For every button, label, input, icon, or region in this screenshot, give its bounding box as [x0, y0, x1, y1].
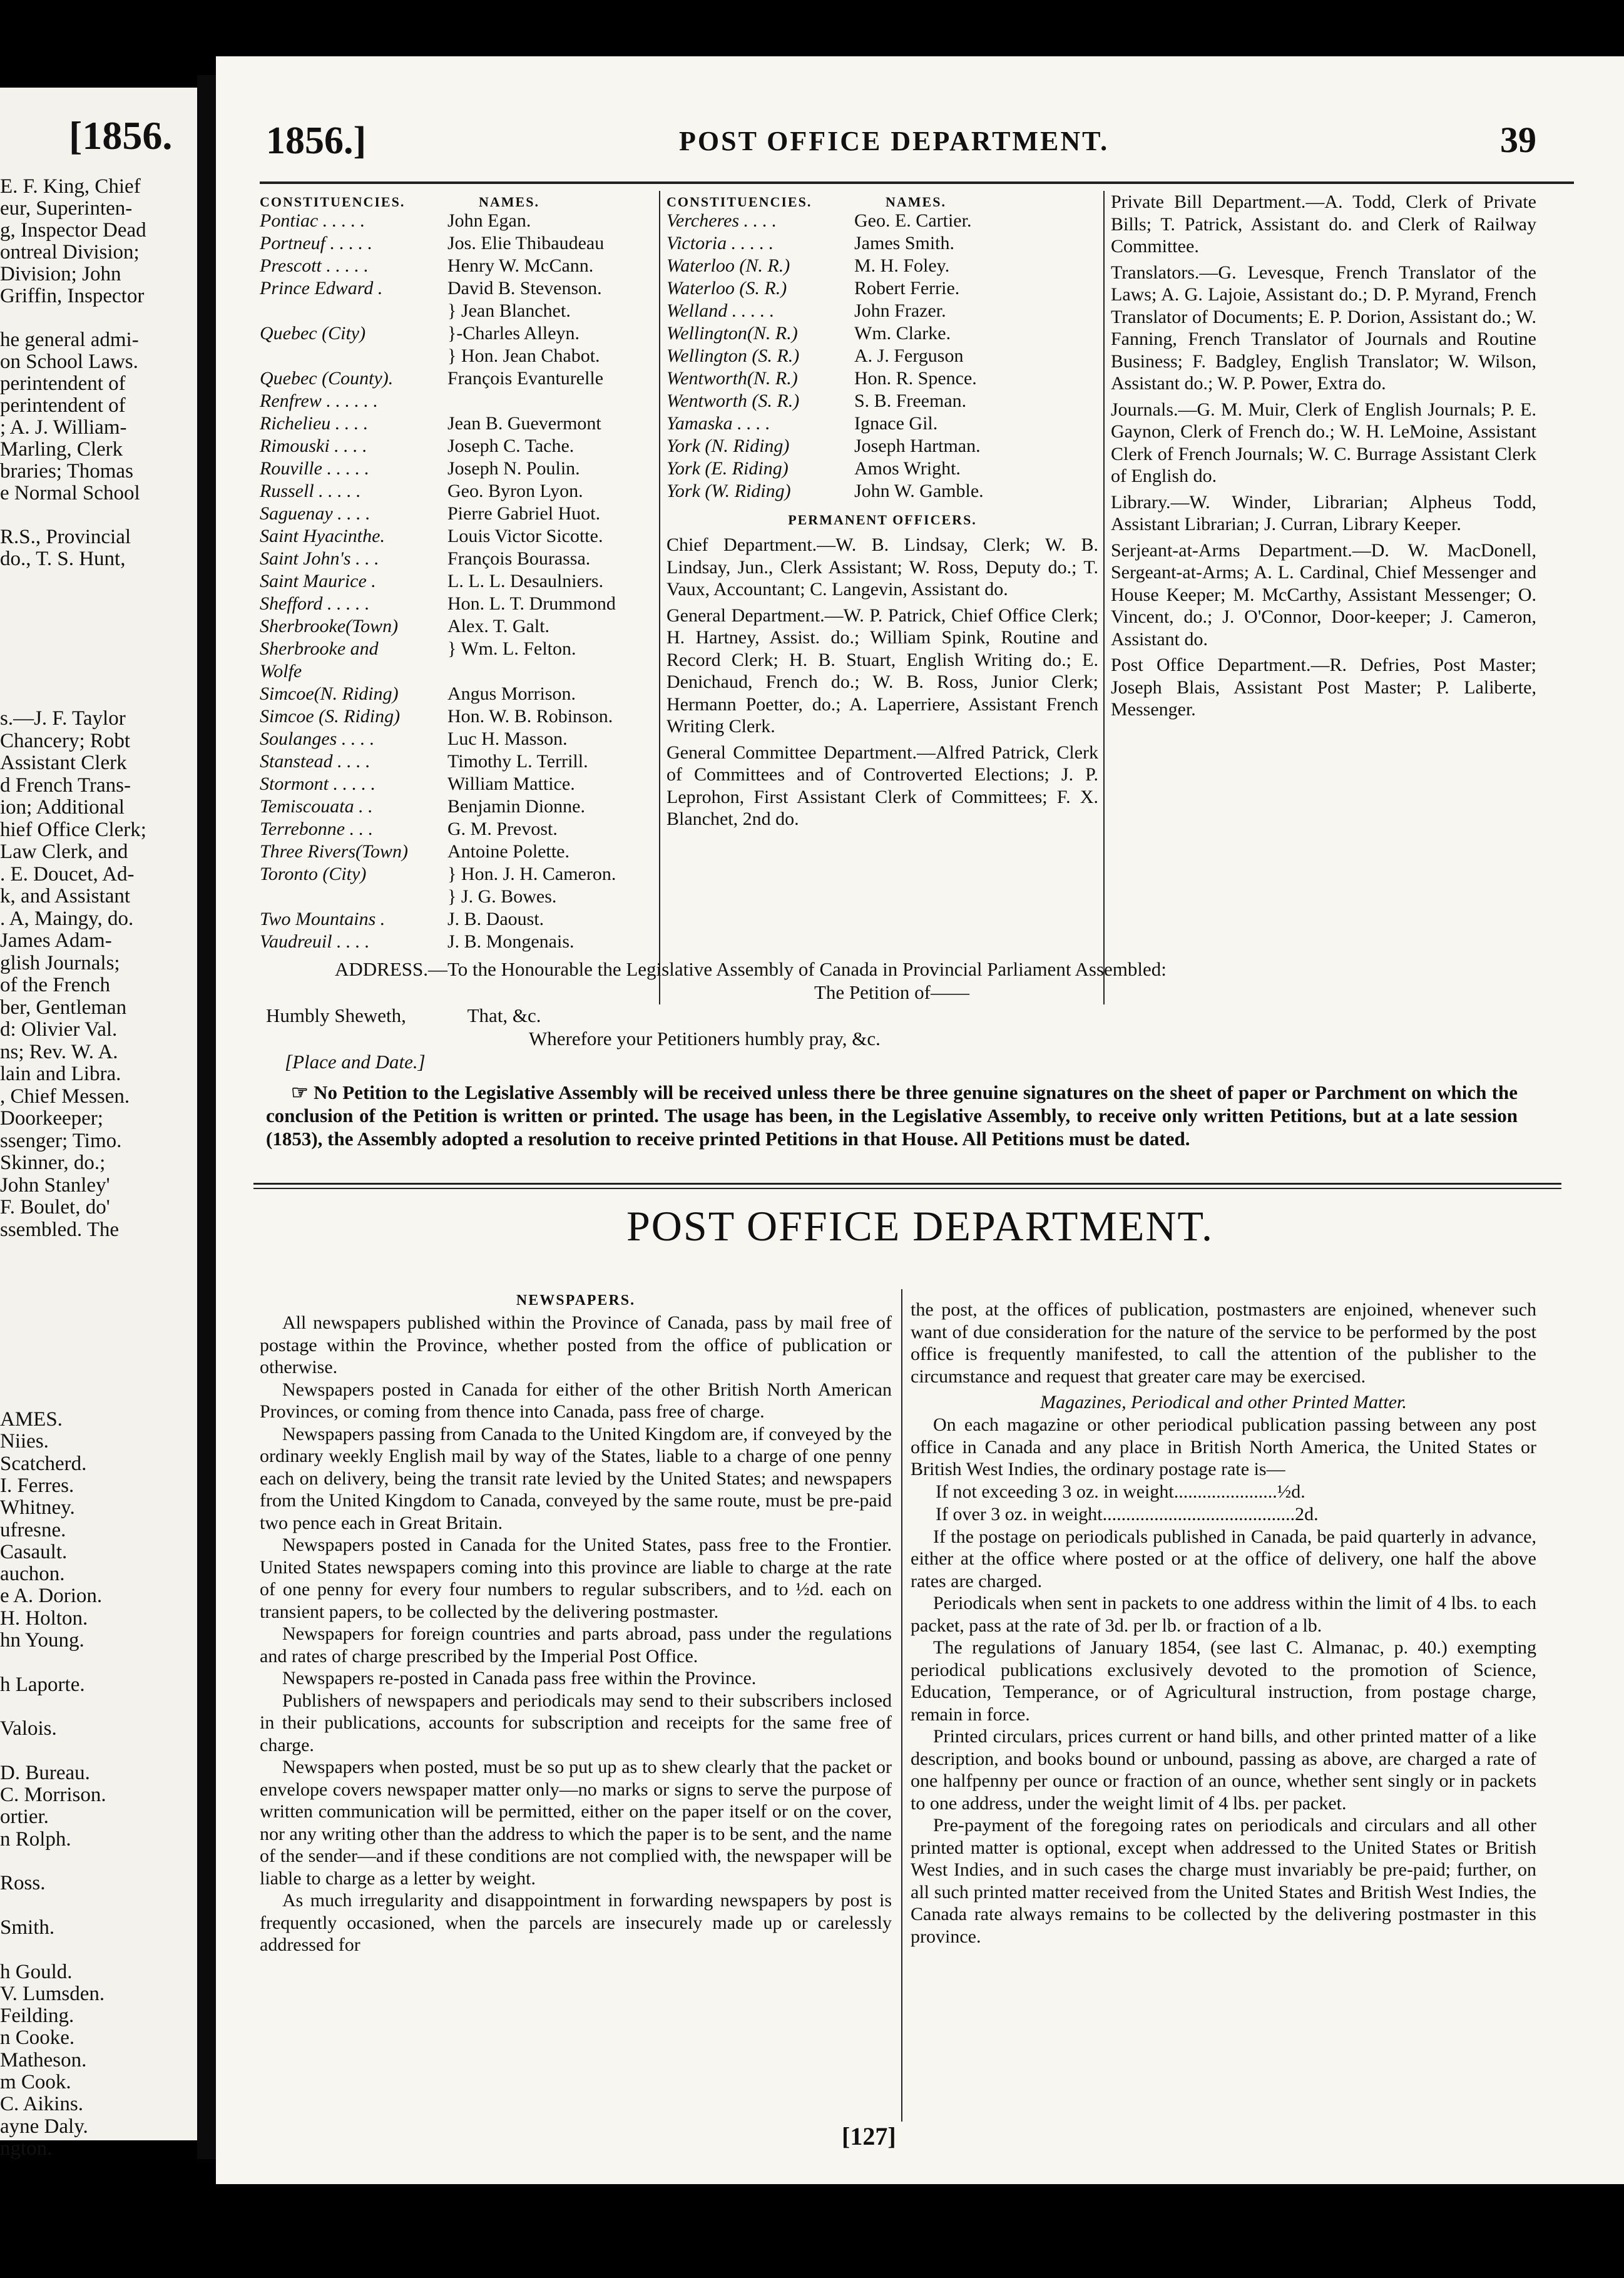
left-fragment-line: hief Office Clerk; [0, 818, 146, 841]
left-fragment-line: E. F. King, Chief [0, 175, 141, 198]
constituency-row [260, 277, 685, 300]
constituencies-column-2 [666, 191, 1098, 830]
address-line-2: The Petition of—— [814, 981, 969, 1003]
journals: Journals.—G. M. Muir, Clerk of English Journals; P. E. Gaynon, Clerk of French do.; W. H. LeMoine, Assistant Clerk of French Journals; W. C. Burrage Assistant Clerk of English do. [1111, 399, 1536, 486]
member-name: } Hon. J. H. Cameron. [447, 864, 616, 884]
constituency-name: York (W. Riding) [666, 481, 791, 501]
left-fragment-line: ; A. J. William- [0, 416, 127, 439]
left-fragment-line: Assistant Clerk [0, 752, 127, 774]
constituency-row [666, 367, 1098, 390]
left-fragment-line: Doorkeeper; [0, 1107, 103, 1130]
constituency-name: Russell . . . . . [260, 481, 361, 501]
left-fragment-line: Scatcherd. [0, 1452, 87, 1475]
left-fragment-line: Whitney. [0, 1496, 75, 1520]
constituency-row [260, 255, 685, 277]
member-name: William Mattice. [447, 774, 575, 794]
address-that-etc: That, &c. [467, 1004, 541, 1026]
col2-header-names: NAMES. [886, 194, 946, 210]
section-rule-top [253, 1183, 1561, 1185]
left-fragment-line: n Cooke. [0, 2026, 75, 2050]
member-name: Pierre Gabriel Huot. [447, 503, 601, 524]
left-fragment-line: e A. Dorion. [0, 1585, 103, 1608]
left-fragment-line: h Gould. [0, 1960, 73, 1983]
general-committee-department: General Committee Department.—Alfred Patrick, Clerk of Committees and of Controverted Elections; J. P. Leprohon, First Assistant Clerk of Committees; F. X. Blanchet, 2nd do. [666, 742, 1098, 829]
left-fragment-line: Ross. [0, 1872, 46, 1895]
constituency-row [666, 277, 1098, 300]
member-name: J. B. Mongenais. [447, 931, 575, 952]
member-name: Ignace Gil. [854, 413, 938, 434]
main-page [216, 56, 1624, 2184]
newspaper-paragraph: Newspapers passing from Canada to the United Kingdom are, if conveyed by the ordinary weekly English mail by way of the States, liable to a charge of one penny each on delivery, being the transit rate levied by the United States; and newspapers from the United Kingdom to Canada, conveyed by the same route, must be pre-paid two pence each in Great Britain. [260, 1423, 892, 1533]
constituency-row [666, 435, 1098, 457]
constituency-row [260, 728, 685, 750]
constituency-row [260, 593, 685, 615]
constituency-name: Vaudreuil . . . . [260, 931, 370, 952]
constituency-name: Saint Hyacinthe. [260, 526, 385, 546]
page-number: 39 [1500, 120, 1536, 160]
constituency-row [260, 863, 685, 886]
left-fragment-line: Feilding. [0, 2005, 74, 2028]
right-para-6: Pre-payment of the foregoing rates on periodicals and circulars and all other printed matter is optional, except when addressed to the United States or British West Indies, and in such cases the charge must invariably be pre-paid; further, on all such printed matter received from the United States and British West Indies, the Canada rate always remains to be collected by the delivering postmaster in this province. [911, 1815, 1536, 1947]
constituency-name: Simcoe(N. Riding) [260, 683, 399, 704]
newspapers-heading: NEWSPAPERS. [516, 1292, 636, 1309]
newspaper-paragraph: Newspapers posted in Canada for the United States, pass free to the Frontier. United States newspapers coming into this province are liable to charge at the rate of one penny for every four numbers to regular subscribers, and to ½d. each on transient papers, to be collected by the delivering postmaster. [260, 1535, 892, 1622]
constituency-name [260, 886, 447, 908]
member-name: François Bourassa. [447, 548, 591, 569]
constituency-name: Pontiac . . . . . [260, 210, 365, 231]
periodicals-column [911, 1299, 1536, 1948]
member-name: } J. G. Bowes. [447, 886, 557, 907]
left-fragment-line: ngton. [0, 2137, 53, 2160]
member-name [447, 390, 685, 412]
member-name: Amos Wright. [854, 458, 961, 479]
left-fragment-line: Griffin, Inspector [0, 285, 145, 307]
serjeant-at-arms-department: Serjeant-at-Arms Department.—D. W. MacDonell, Sergeant-at-Arms; A. L. Cardinal, Chief Messenger and House Keeper; M. McCarthy, Assistant Messenger; O. Vincent, do.; J. O'Connor, Door-keeper; J. Cameron, Assistant do. [1111, 539, 1536, 650]
constituency-name: Waterloo (N. R.) [666, 255, 790, 276]
right-para-3: Periodicals when sent in packets to one address within the limit of 4 lbs. to each packet, pass at the rate of 3d. per lb. or fraction of a lb. [911, 1593, 1536, 1636]
constituency-name: Temiscouata . . [260, 796, 373, 817]
constituency-name: Prince Edward . [260, 278, 383, 299]
member-name [447, 660, 685, 683]
left-fragment-line: H. Holton. [0, 1606, 88, 1630]
left-page-year: [1856. [69, 113, 173, 158]
newspaper-paragraph: As much irregularity and disappointment in forwarding newspapers by post is frequently occasioned, when the parcels are insecurely made up or carelessly addressed for [260, 1890, 892, 1955]
running-head-year: 1856.] [266, 120, 367, 162]
left-fragment-line: ontreal Division; [0, 241, 140, 263]
newspaper-paragraph: Newspapers for foreign countries and parts abroad, pass under the regulations and rates of charge prescribed by the Imperial Post Office. [260, 1623, 892, 1667]
left-fragment-line: Division; John [0, 263, 121, 285]
constituency-name: Wellington (S. R.) [666, 345, 800, 366]
left-fragment-line: . E. Doucet, Ad- [0, 862, 135, 886]
member-name: John Egan. [447, 210, 531, 231]
constituency-row [260, 367, 685, 390]
constituency-row [260, 638, 685, 660]
column-divider-2 [1103, 191, 1105, 1004]
constituency-name: Saguenay . . . . [260, 503, 370, 524]
member-name: Henry W. McCann. [447, 255, 594, 276]
running-head-title: POST OFFICE DEPARTMENT. [679, 126, 1110, 156]
constituency-row [666, 322, 1098, 345]
constituency-row [260, 525, 685, 548]
left-fragment-line: auchon. [0, 1563, 65, 1586]
header-rule [260, 181, 1574, 184]
left-fragment-line: perintendent of [0, 372, 126, 395]
post-office-department-staff: Post Office Department.—R. Defries, Post Master; Joseph Blais, Assistant Post Master; P. Laliberte, Messenger. [1111, 655, 1536, 720]
left-fragment-line: ion; Additional [0, 796, 125, 819]
address-place-date: [Place and Date.] [285, 1051, 426, 1073]
left-fragment-line: d French Trans- [0, 774, 131, 797]
col2-header-constituencies: CONSTITUENCIES. [666, 194, 812, 210]
member-name: Wm. Clarke. [854, 323, 951, 344]
constituency-row [260, 548, 685, 570]
constituency-name: Yamaska . . . . [666, 413, 770, 434]
member-name: }-Charles Alleyn. [447, 323, 580, 344]
left-fragment-line: . A, Maingy, do. [0, 907, 134, 930]
member-name: J. B. Daoust. [447, 909, 544, 929]
constituency-row [666, 300, 1098, 322]
constituency-name: Simcoe (S. Riding) [260, 706, 401, 727]
constituency-row [666, 255, 1098, 277]
member-name: Timothy L. Terrill. [447, 751, 588, 772]
constituency-row [260, 570, 685, 593]
left-fragment-line: Law Clerk, and [0, 840, 128, 863]
constituency-row [260, 615, 685, 638]
left-fragment-line: Casault. [0, 1540, 68, 1563]
member-name: Jos. Elie Thibaudeau [447, 233, 605, 253]
member-name: Louis Victor Sicotte. [447, 526, 603, 546]
left-fragment-line: perintendent of [0, 394, 126, 417]
col1-header-constituencies: CONSTITUENCIES. [260, 194, 406, 210]
constituency-name: Rouville . . . . . [260, 458, 369, 479]
constituency-name: Renfrew . . . . . . [260, 391, 378, 411]
constituency-name [260, 345, 447, 367]
right-para-1: On each magazine or other periodical publication passing between any post office in Canada and any place in British North America, the United States or British West Indies, the ordinary postage rate is— [911, 1414, 1536, 1479]
left-fragment-line: Matheson. [0, 2048, 87, 2071]
left-fragment-line: ortier. [0, 1806, 49, 1829]
constituency-name: Richelieu . . . . [260, 413, 369, 434]
left-fragment-line: braries; Thomas [0, 460, 133, 483]
section-rule-top-2 [253, 1188, 1561, 1189]
left-fragment-line: ssembled. The [0, 1218, 120, 1241]
member-name: } Wm. L. Felton. [447, 638, 576, 659]
member-name: S. B. Freeman. [854, 391, 967, 411]
newspaper-paragraph: Newspapers posted in Canada for either of the other British North American Provinces, or coming from thence into Canada, pass free of charge. [260, 1379, 892, 1422]
left-fragment-line: ufresne. [0, 1518, 66, 1541]
constituency-name: Stormont . . . . . [260, 774, 376, 794]
constituency-row [666, 232, 1098, 255]
member-name: Jean B. Guevermont [447, 413, 601, 434]
rate-line-1: If not exceeding 3 oz. in weight......................½d. [936, 1481, 1305, 1502]
newspapers-paragraphs [260, 1312, 892, 1956]
constituency-row [666, 412, 1098, 435]
member-name: Robert Ferrie. [854, 278, 960, 299]
constituency-row [260, 773, 685, 795]
constituency-row [260, 345, 685, 367]
member-name: Geo. Byron Lyon. [447, 481, 583, 501]
constituency-name: Sherbrooke(Town) [260, 616, 399, 636]
permanent-officers-heading: PERMANENT OFFICERS. [788, 512, 977, 528]
member-name: Hon. W. B. Robinson. [447, 706, 613, 727]
left-fragment-line: ssenger; Timo. [0, 1129, 122, 1152]
member-name: } Hon. Jean Chabot. [447, 345, 600, 366]
constituency-row [260, 457, 685, 480]
right-para-4: The regulations of January 1854, (see last C. Almanac, p. 40.) exempting periodical publications exclusively devoted to the promotion of Science, Education, Temperance, or of Agricultural instruction, from postage charge, remain in force. [911, 1637, 1536, 1725]
constituency-name: Stanstead . . . . [260, 751, 370, 772]
member-name: A. J. Ferguson [854, 345, 964, 366]
right-para-0: the post, at the offices of publication, postmasters are enjoined, whenever such want of due consideration for the nature of the service to be performed by the post office is frequently manifested, to call the attention of the publisher to the circumstance and request that greater care may be exercised. [911, 1299, 1536, 1387]
constituency-name: Wentworth(N. R.) [666, 368, 798, 389]
constituency-row [260, 435, 685, 457]
constituency-name: Vercheres . . . . [666, 210, 777, 231]
col1-rows [260, 210, 685, 953]
member-name: Antoine Polette. [447, 841, 569, 862]
constituency-row [666, 480, 1098, 503]
member-name: David B. Stevenson. [447, 278, 602, 299]
constituency-row [260, 322, 685, 345]
constituency-row [260, 390, 685, 412]
member-name: John Frazer. [854, 300, 946, 321]
left-fragment-line: Niies. [0, 1430, 49, 1453]
translators: Translators.—G. Levesque, French Translator of the Laws; A. G. Lajoie, Assistant do.; D. P. Myrand, French Translator of Documents; E. P. Dorion, Assistant do.; W. Fanning, French Translator of Journals and Routine Business; F. Badgley, English Translator; W. Wilson, Assistant do.; W. P. Power, Extra do. [1111, 262, 1536, 394]
constituency-row [260, 300, 685, 322]
member-name: G. M. Prevost. [447, 819, 558, 839]
col1-header-names: NAMES. [479, 194, 539, 210]
magazines-subheading: Magazines, Periodical and other Printed Matter. [1040, 1392, 1407, 1412]
left-fragment-line: m Cook. [0, 2071, 71, 2093]
constituency-row [260, 908, 685, 931]
constituency-row [666, 457, 1098, 480]
constituency-row [666, 210, 1098, 232]
constituency-row [260, 840, 685, 863]
constituency-row [260, 931, 685, 953]
constituency-name [260, 300, 447, 322]
left-fragment-line: F. Boulet, do' [0, 1196, 110, 1218]
newspapers-column [260, 1289, 892, 1956]
constituency-row [260, 660, 685, 683]
column-divider-3 [901, 1289, 902, 2122]
rate-line-2: If over 3 oz. in weight.........................................2d. [936, 1503, 1319, 1525]
newspaper-paragraph: Publishers of newspapers and periodicals may send to their subscribers inclosed in their publications, accounts for subscription and receipts for the same free of charge. [260, 1690, 892, 1755]
right-para-5: Printed circulars, prices current or hand bills, and other printed matter of a like description, and books bound or unbound, passing as above, are charged a rate of one halfpenny per ounce or fraction of an ounce, whether sent singly or in packets to one address, under the weight limit of 4 lbs. per packet. [911, 1726, 1536, 1814]
left-fragment-line: ayne Daly. [0, 2115, 88, 2138]
left-fragment-line: eur, Superinten- [0, 197, 133, 220]
left-fragment-line: d: Olivier Val. [0, 1018, 118, 1041]
left-fragment-line: e Normal School [0, 482, 140, 504]
constituency-name: Three Rivers(Town) [260, 841, 408, 862]
constituency-name: Saint John's . . . [260, 548, 379, 569]
left-fragment-line: C. Aikins. [0, 2093, 83, 2116]
constituency-row [260, 886, 685, 908]
left-fragment-line: John Stanley' [0, 1173, 110, 1197]
constituency-name: Terrebonne . . . [260, 819, 374, 839]
member-name: François Evanturelle [447, 368, 604, 389]
member-name: Benjamin Dionne. [447, 796, 585, 817]
book-gutter [197, 75, 216, 2159]
member-name: John W. Gamble. [854, 481, 984, 501]
member-name: Alex. T. Galt. [447, 616, 550, 636]
member-name: Joseph C. Tache. [447, 436, 575, 456]
constituency-row [666, 390, 1098, 412]
constituency-row [260, 480, 685, 503]
left-fragment-line: Smith. [0, 1916, 55, 1939]
left-fragment-line: he general admi- [0, 329, 139, 351]
member-name: Hon. R. Spence. [854, 368, 977, 389]
left-fragment-line: Valois. [0, 1717, 57, 1740]
private-bill-department: Private Bill Department.—A. Todd, Clerk of Private Bills; T. Patrick, Assistant do. and Clerk of Railway Committee. [1111, 192, 1536, 257]
left-page-fragment [0, 88, 197, 2160]
constituency-name: Two Mountains . [260, 909, 386, 929]
constituency-row [260, 210, 685, 232]
left-fragment-line: of the French [0, 974, 110, 996]
member-name: James Smith. [854, 233, 955, 253]
left-fragment-line: do., T. S. Hunt, [0, 548, 126, 570]
constituency-name: Toronto (City) [260, 864, 367, 884]
col2-rows [666, 210, 1098, 503]
constituency-name: Quebec (County). [260, 368, 394, 389]
member-name: Geo. E. Cartier. [854, 210, 972, 231]
petition-notice: ☞ No Petition to the Legislative Assembly will be received unless there be three genuine signatures on the sheet of paper or Parchment on which the conclusion of the Petition is written or printed. The usage has been, in the Legislative Assembly, to receive only written Petitions, but at a late session (1853), the Assembly adopted a resolution to receive printed Petitions in that House. All Petitions must be dated. [266, 1081, 1518, 1150]
section-title: POST OFFICE DEPARTMENT. [626, 1202, 1214, 1250]
left-fragment-line: k, and Assistant [0, 885, 131, 907]
constituency-row [260, 750, 685, 773]
newspaper-paragraph: Newspapers when posted, must be so put up as to shew clearly that the packet or envelope covers newspaper matter only—no marks or signs to serve the purpose of written communication will be permitted, either on the paper itself or on the cover, nor any writing other than the address to which the paper is to be sent, and the name of the sender—and if these conditions are not complied with, the newspaper will be liable to charge as a letter by weight. [260, 1757, 892, 1889]
left-fragment-line: on School Laws. [0, 350, 138, 373]
member-name: Joseph N. Poulin. [447, 458, 580, 479]
member-name: } Jean Blanchet. [447, 300, 571, 321]
left-fragment-line: Skinner, do.; [0, 1152, 106, 1174]
constituency-row [260, 705, 685, 728]
right-para-2: If the postage on periodicals published in Canada, be paid quarterly in advance, either at the office where posted or at the office of delivery, one half the above rates are charged. [911, 1526, 1536, 1591]
left-fragment-line: g, Inspector Dead [0, 219, 146, 242]
address-line-1: ADDRESS.—To the Honourable the Legislative Assembly of Canada in Provincial Parliament Assembled: [335, 958, 1167, 980]
constituency-name: Rimouski . . . . [260, 436, 367, 456]
member-name: Joseph Hartman. [854, 436, 981, 456]
footer-signature-mark: [127] [842, 2122, 896, 2150]
constituency-name: Prescott . . . . . [260, 255, 369, 276]
constituency-name: Soulanges . . . . [260, 728, 375, 749]
left-fragment-line: R.S., Provincial [0, 526, 131, 548]
chief-department: Chief Department.—W. B. Lindsay, Clerk; W. B. Lindsay, Jun., Clerk Assistant; W. Ross, Deputy do.; T. Vaux, Accountant; C. Langevin, Assistant do. [666, 534, 1098, 600]
column-divider-1 [659, 191, 660, 1004]
petition-address-block [266, 958, 1518, 1150]
constituency-row [666, 345, 1098, 367]
member-name: Angus Morrison. [447, 683, 576, 704]
left-fragment-line: , Chief Messen. [0, 1085, 130, 1108]
left-fragment-line: Marling, Clerk [0, 438, 123, 461]
constituency-row [260, 503, 685, 525]
constituency-name: Welland . . . . . [666, 300, 775, 321]
left-fragment-line: ns; Rev. W. A. [0, 1040, 118, 1063]
address-humbly-sheweth: Humbly Sheweth, [266, 1004, 406, 1026]
left-fragment-line: D. Bureau. [0, 1761, 90, 1784]
constituency-name: Waterloo (S. R.) [666, 278, 787, 299]
left-fragment-line: C. Morrison. [0, 1784, 106, 1807]
library: Library.—W. Winder, Librarian; Alpheus Todd, Assistant Librarian; J. Curran, Library Keeper. [1111, 491, 1536, 534]
constituency-row [260, 232, 685, 255]
left-fragment-line: I. Ferres. [0, 1474, 74, 1497]
left-fragment-line: h Laporte. [0, 1673, 85, 1696]
constituency-name: Shefford . . . . . [260, 593, 370, 614]
left-fragment-line: Chancery; Robt [0, 729, 131, 752]
member-name: M. H. Foley. [854, 255, 950, 276]
constituency-row [260, 795, 685, 818]
general-department: General Department.—W. P. Patrick, Chief Office Clerk; H. Hartney, Assist. do.; William Spink, Routine and Record Clerk; H. B. Stuart, English Writing do.; E. Denichaud, French do.; W. B. Ross, Junior Clerk; Hermann Poetter, do.; A. Laperriere, Assistant French Writing Clerk. [666, 605, 1098, 737]
constituency-name: Quebec (City) [260, 323, 366, 344]
constituency-name: Wentworth (S. R.) [666, 391, 800, 411]
officers-column-3 [1111, 191, 1536, 721]
constituency-name: Victoria . . . . . [666, 233, 774, 253]
newspaper-paragraph: Newspapers re-posted in Canada pass free within the Province. [282, 1668, 757, 1688]
left-fragment-line: s.—J. F. Taylor [0, 707, 126, 730]
left-fragment-line: AMES. [0, 1408, 63, 1431]
left-fragment-line: V. Lumsden. [0, 1982, 105, 2005]
left-fragment-line: ber, Gentleman [0, 996, 127, 1019]
newspaper-paragraph: All newspapers published within the Province of Canada, pass by mail free of postage within the Province, whether posted from the office of publication or otherwise. [260, 1312, 892, 1377]
member-name: Luc H. Masson. [447, 728, 568, 749]
member-name: L. L. L. Desaulniers. [447, 571, 604, 591]
left-fragment-line: hn Young. [0, 1629, 84, 1652]
constituency-name: Wolfe [260, 661, 302, 682]
address-line-4: Wherefore your Petitioners humbly pray, &c. [529, 1028, 881, 1050]
constituency-name: Sherbrooke and [260, 638, 379, 659]
constituency-name: York (N. Riding) [666, 436, 790, 456]
constituency-name: Saint Maurice . [260, 571, 376, 591]
constituency-row [260, 683, 685, 705]
left-fragment-line: glish Journals; [0, 951, 120, 974]
constituency-name: York (E. Riding) [666, 458, 789, 479]
constituency-name: Portneuf . . . . . [260, 233, 372, 253]
constituencies-column-1 [260, 191, 685, 953]
left-fragment-line: n Rolph. [0, 1827, 71, 1851]
constituency-row [260, 818, 685, 840]
member-name: Hon. L. T. Drummond [447, 593, 616, 614]
constituency-name: Wellington(N. R.) [666, 323, 798, 344]
left-fragment-line: James Adam- [0, 929, 112, 952]
left-fragment-line: lain and Libra. [0, 1063, 121, 1085]
constituency-row [260, 412, 685, 435]
